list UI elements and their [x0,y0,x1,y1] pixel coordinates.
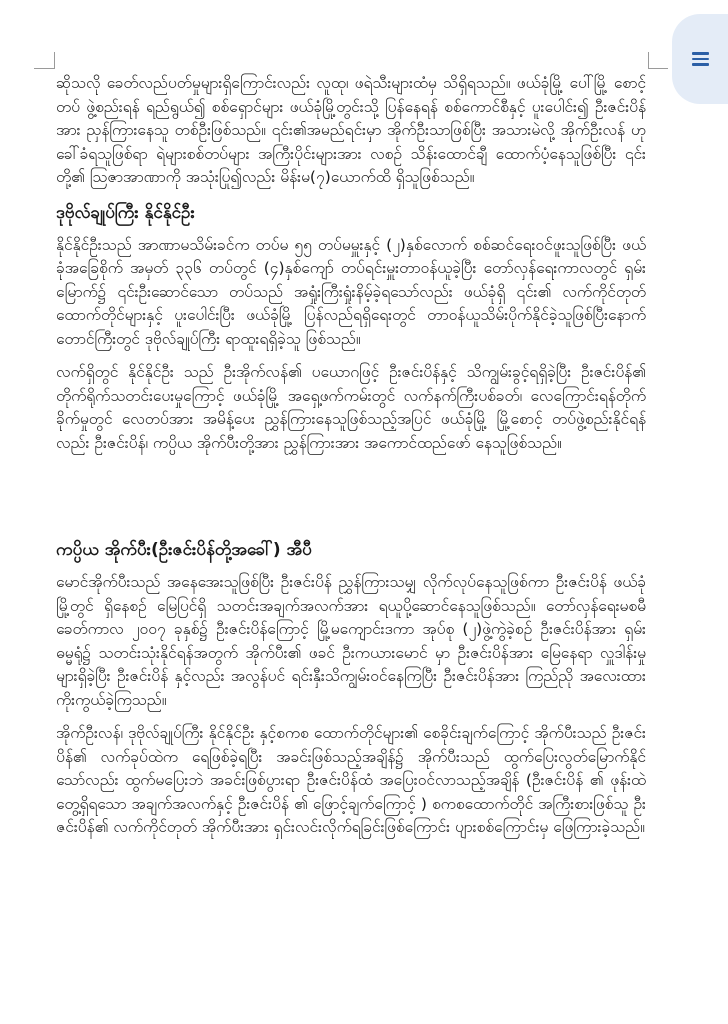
crop-mark-top-right-horizontal [648,68,668,69]
menu-button[interactable] [672,14,728,104]
paragraph: နိုင်နိုင်ဦးသည် အာဏာမသိမ်းခင်က တပ်မ ၅၅ တပ်မမှူးနှင့် (၂)နှစ်လောက် စစ်ဆင်ရေးဝင်ဖူးသူဖြစ်ပြီး ဖယ်ခုံအခြေစိုက် အမှတ် ၃၃၆ တပ်တွင် (၄)နှစ်ကျော် တပ်ရင်းမှူးတာဝန်ယူခဲ့ပြီး တော်လှန်ရေးကာလတွင် ရှမ်းမြောက်၌ ၎င်းဦးဆောင်သော တပ်သည် အရှုံးကြီးရှုံးနိမ့်ခဲ့ရသော်လည်း ဖယ်ခုံရှိ ၎င်း၏ လက်ကိုင်တုတ် ထောက်တိုင်များနှင့် ပူးပေါင်းပြီး ဖယ်ခုံမြို့ ပြန်လည်ရရှိရေးတွင် တာဝန်ယူသိမ်းပိုက်နိုင်ခဲ့သူဖြစ်ပြီးနောက် တောင်ကြီးတွင် ဒုဗိုလ်ချုပ်ကြီး ရာထူးရရှိခဲ့သူ ဖြစ်သည်။ [56,235,646,348]
section-heading: ဒုဗိုလ်ချုပ်ကြီး နိုင်နိုင်ဦး [56,202,195,223]
hamburger-menu-icon [692,49,709,69]
paragraph: မောင်အိုက်ပီးသည် အနေအေးသူဖြစ်ပြီး ဦးဇင်းပိန် ညွှန်ကြားသမျှ လိုက်လုပ်နေသူဖြစ်ကာ ဦးဇင်းပိန် ဖယ်ခုံမြို့တွင် ရှိနေစဉ် မြေပြင်ရှိ သတင်းအချက်အလက်အား ရယူပို့ဆောင်နေသူဖြစ်သည်။ တော်လှန်ရေးမစမီ ခေတ်ကာလ ၂၀၀၇ ခုနှစ်၌ ဦးဇင်းပိန်ကြောင့် မြို့မကျောင်းဒကာ အုပ်စု (၂)ဖွဲ့ကွဲခဲ့စဉ် ဦးဇင်းပိန်အား ရှမ်း ဓမ္မရုံ၌ သတင်းသုံးနိုင်ရန်အတွက် အိုက်ပီး၏ ဖခင် ဦးကယားမောင် မှာ ဦးဇင်းပိန်အား မြေနေရာ လှူဒါန်းမှုများရှိခဲ့ပြီး ဦးဇင်းပိန် နှင့်လည်း အလွန်ပင် ရင်းနှီးသိကျွမ်းဝင်နေကြပြီး ဦးဇင်းပိန်အား ကြည်ညို အလေးထား ကိုးကွယ်ခဲ့ကြသည်။ [56,573,646,709]
document-body [56,72,646,850]
paragraph: လက်ရှိတွင် နိုင်နိုင်ဦး သည် ဦးအိုက်လန်၏ ပယောဂဖြင့် ဦးဇင်းပိန်နှင့် သိကျွမ်းခွင့်ရရှိခဲ့ပြီး ဦးဇင်းပိန်၏ တိုက်ရိုက်သတင်းပေးမှုကြောင့် ဖယ်ခုံမြို့ အရှေ့ဖက်ကမ်းတွင် လက်နက်ကြီးပစ်ခတ်၊ လေကြောင်းရန်တိုက်ခိုက်မှုတွင် လေတပ်အား အမိန့်ပေး ညွှန်ကြားနေသူဖြစ်သည့်အပြင် ဖယ်ခုံမြို့ မြို့စောင့် တပ်ဖွဲ့စည်းနိုင်ရန်လည်း ဦးဇင်းပိန်၊ ကပ္ပိယ အိုက်ပီးတို့အား ညွှန်ကြားအား အကောင်ထည်ဖော် နေသူဖြစ်သည်။ [56,363,646,452]
crop-mark-top-left-vertical [54,52,55,69]
crop-mark-top-right-vertical [648,52,649,69]
paragraph: အိုက်ဦးလန်၊ ဒုဗိုလ်ချုပ်ကြီး နိုင်နိုင်ဦး နှင့်စကစ ထောက်တိုင်များ၏ စေခိုင်းချက်ကြောင့် အိုက်ပီးသည် ဦးဇင်းပိန်၏ လက်ခုပ်ထဲက ရေဖြစ်ခဲ့ရပြီး အခင်းဖြစ်သည့်အချိန်၌ အိုက်ပီးသည် ထွက်ပြေးလွတ်မြောက်နိုင်သော်လည်း ထွက်မပြေးဘဲ အခင်းဖြစ်ပွားရာ ဦးဇင်းပိန်ထံ အပြေးဝင်လာသည့်အချိန် (ဦးဇင်းပိန် ၏ ဖုန်းထဲတွေ့ရှိရသော အချက်အလက်နှင့် ဦးဇင်းပိန် ၏ ဖြောင့်ချက်ကြောင့် ) စကစထောက်တိုင် အကြီးစားဖြစ်သူ ဦးဇင်းပိန်၏ လက်ကိုင်တုတ် အိုက်ပီးအား ရှင်းလင်းလိုက်ရခြင်းဖြစ်ကြောင်း ပျားစစ်ကြောင်းမှ ဖြေကြားခဲ့သည်။ [56,724,646,836]
section-heading: ကပ္ပိယ အိုက်ပီး(ဦးဇင်းပိန်တို့အခေါ်) အီပီ [56,540,312,560]
crop-mark-top-left-horizontal [34,68,54,69]
section-spacer [56,465,646,533]
paragraph: ဆိုသလို ခေတ်လည်ပတ်မှုများရှိကြောင်းလည်း လူထု၊ ဖရဲသီးများထံမှ သိရှိရသည်။ ဖယ်ခုံမြို့ ပေါ်မြို့ စောင့်တပ် ဖွဲ့စည်းရန် ရည်ရွယ်၍ စစ်ရှောင်များ ဖယ်ခုံမြို့တွင်းသို့ ပြန်နေရန် စစ်ကောင်စီနှင့် ပူးပေါင်း၍ ဦးဇင်းပိန်အား ညှန်ကြားနေသူ တစ်ဦးဖြစ်သည်။ ၎င်း၏အမည်ရင်းမှာ အိုက်ဦးသာဖြစ်ပြီး အသားမဲလို့ အိုက်ဦးလန် ဟု ခေါ်ခံရသူဖြစ်ရာ ရဲများစစ်တပ်များ အကြီးပိုင်းများအား လစဉ် သိန်းထောင်ချီ ထောက်ပံ့နေသူဖြစ်ပြီး ၎င်းတို့၏ ဩဇာအာဏာကို အသုံးပြု၍လည်း မိန်းမ(၇)ယောက်ထိ ရှိသူဖြစ်သည်။ [56,74,646,186]
